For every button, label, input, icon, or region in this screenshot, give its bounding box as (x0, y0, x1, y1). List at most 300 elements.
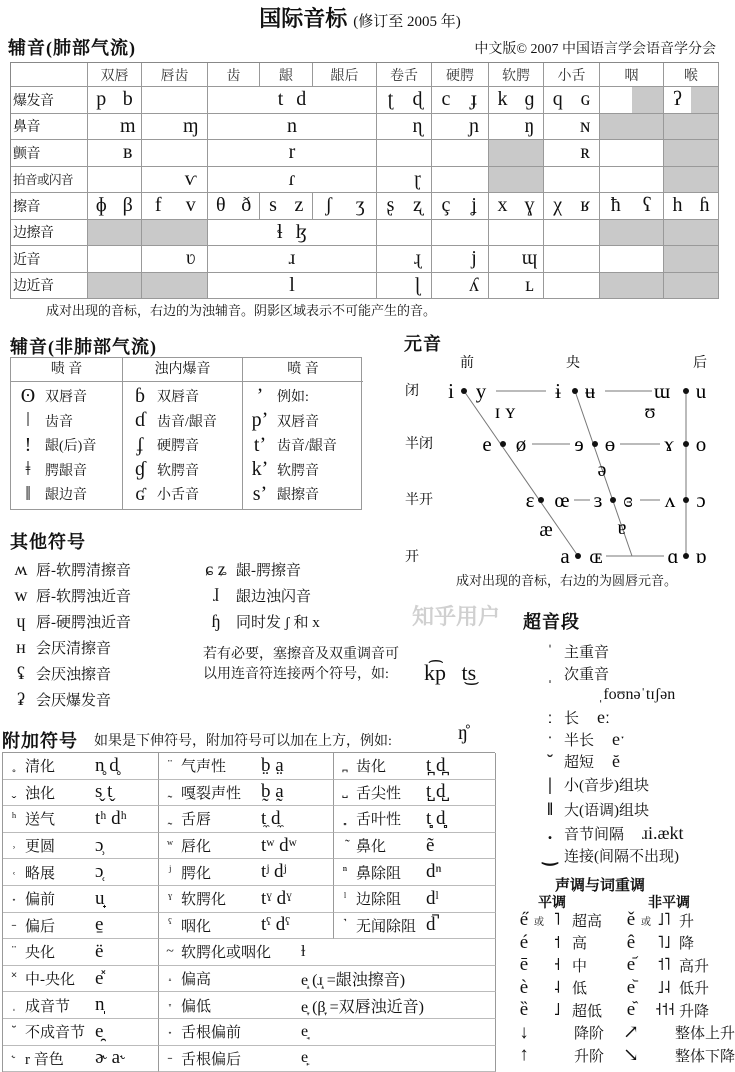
vowel-dot (610, 497, 616, 503)
diacritic-example: e̠ (95, 914, 104, 936)
voiceless-symbol: x (497, 194, 508, 217)
diacritic-mark: ˕ (167, 997, 173, 1013)
diacritic-cell (3, 939, 159, 966)
diacritic-mark: ˠ (167, 890, 173, 906)
label: 小舌音 (157, 488, 199, 504)
diacritic-mark: ˟ (11, 970, 17, 986)
level-tones-list (514, 909, 604, 1067)
diacritic-cell (159, 1046, 496, 1072)
tone-row (621, 977, 735, 1000)
suprasegmentals-list (536, 640, 684, 866)
tone-example: é (519, 931, 529, 953)
vowel-caption: 成对出现的音标，右边的为圆唇元音。 (456, 573, 678, 588)
diacritic-example: t̼ d̼ (261, 807, 281, 829)
tone-example: ě (626, 909, 636, 931)
diacritic-mark: ˗ (11, 917, 17, 933)
diacritics-note: 如果是下伸符号，附加符号可以加在上方，例如: (94, 734, 392, 749)
diacritic-mark: ˷ (167, 784, 173, 800)
voiced-symbol: ʀ (580, 141, 591, 164)
diacritic-cell (3, 753, 159, 780)
symbol: kʼ (251, 458, 269, 481)
voiced-symbol: ɦ (699, 194, 710, 217)
symbol: ʍ (14, 558, 28, 579)
label: 大(语调)组块 (564, 803, 649, 819)
symbol: ɥ (16, 610, 26, 631)
tone-label: 整体上升 (675, 1026, 735, 1043)
suprasegmental-row (536, 750, 684, 772)
diacritic-cell (159, 806, 334, 833)
diacritic-cell (3, 966, 159, 993)
title-text: 国际音标 (259, 6, 348, 31)
vowel-symbol: ɐ (617, 517, 627, 539)
suprasegmental-row (536, 728, 684, 750)
voiced-symbol: ɳ (412, 114, 423, 137)
diacritic-label: 央化 (25, 945, 56, 962)
symbol: ʢ (17, 662, 25, 683)
vowel-chart-line (464, 391, 578, 556)
diacritic-label: 不成音节 (25, 1025, 86, 1042)
diacritic-example: tʰ dʰ (95, 807, 127, 829)
voiceless-symbol: ʃ (325, 194, 333, 217)
voiced-symbol: β (122, 194, 133, 217)
diacritic-example: dⁿ (426, 861, 442, 883)
voiced-symbol: ʐ (413, 194, 422, 217)
diacritic-cell (334, 913, 496, 940)
column-header: 啧 音 (11, 358, 122, 382)
tone-example: e᷄ (626, 954, 636, 976)
voiceless-symbol: f (154, 194, 162, 217)
symbol: ‖ (547, 799, 553, 819)
tone-letter: ˧˦˧ (655, 1000, 675, 1020)
rounded-vowel: o (695, 432, 707, 456)
diacritic-example: u̟ (95, 887, 105, 909)
watermark: 知乎用户 (412, 604, 501, 629)
diacritic-cell (159, 886, 334, 913)
tone-letter: ˩˥ (657, 910, 671, 930)
diacritic-example: ɔ̹ (95, 834, 104, 856)
rounded-vowel: ɔ (696, 488, 706, 512)
voiced-symbol: ʕ (642, 194, 652, 217)
tone-label: 升降 (679, 1003, 710, 1020)
credit: 中文版© 2007 中国语言学会语音学分会 (474, 42, 716, 57)
vowel-dot (683, 553, 689, 559)
tone-label: 超低 (572, 1003, 603, 1020)
voiced-symbol: z (294, 194, 304, 217)
tone-row (514, 909, 604, 932)
diacritic-label: 边除阻 (356, 892, 402, 909)
rounded-vowel: u (695, 379, 707, 403)
or-text: 或 (641, 916, 651, 928)
tone-example: ↗ (623, 1022, 639, 1044)
diacritic-label: 软腭化或咽化 (181, 945, 272, 962)
vowel-dot (683, 388, 689, 394)
tone-label: 降 (679, 936, 695, 953)
diacritic-cell (159, 966, 496, 993)
tone-example: è (519, 976, 529, 998)
tone-letter: ˧ (553, 955, 561, 975)
example: ɹi.ækt (642, 822, 684, 843)
tone-row (621, 909, 735, 932)
voiced-symbol: ʁ (580, 194, 591, 217)
voiceless-symbol: χ (553, 194, 563, 217)
diacritic-cell (334, 753, 496, 780)
diacritic-mark: ~ (166, 943, 174, 959)
rounded-vowel: œ (554, 488, 570, 512)
column-header: 龈 (260, 63, 313, 87)
merged-cell: ɹ (208, 246, 377, 273)
diacritic-example: tʲ dʲ (261, 861, 287, 883)
label: 连接(间隔不出现) (564, 848, 679, 865)
diacritics-heading: 附加符号 (2, 731, 78, 751)
contour-tones-heading: 非平调 (648, 896, 690, 911)
tone-row (621, 932, 735, 955)
diacritic-example: e̙ (301, 1049, 309, 1067)
height-label: 开 (405, 550, 419, 565)
row-label: 爆发音 (11, 87, 88, 114)
unrounded-vowel: e (482, 432, 492, 456)
voiced-symbol: ɽ (414, 167, 421, 190)
tone-label: 高 (572, 936, 588, 953)
suprasegmental-row (536, 706, 684, 728)
backness-label: 前 (460, 356, 474, 371)
diacritic-example: tˤ dˤ (261, 914, 290, 936)
diacritic-mark: ˔ (167, 970, 173, 986)
label: 唇-软腭浊近音 (36, 588, 131, 605)
column-header: 喷 音 (243, 358, 363, 382)
column-header: 双唇 (88, 63, 142, 87)
diacritic-label: 软腭化 (181, 892, 227, 909)
symbol: ǃ (24, 433, 32, 456)
unrounded-vowel: ɘ (574, 432, 584, 456)
voiced-symbol: b (122, 88, 133, 111)
tones-heading: 声调与词重调 (555, 878, 646, 894)
voiceless-symbol: c (441, 88, 451, 111)
merged-cell: ɾ (208, 167, 377, 194)
diacritic-mark: ˤ (168, 917, 172, 933)
diacritic-cell (334, 886, 496, 913)
label: 唇-硬腭浊近音 (36, 614, 131, 631)
label: 超短 (564, 754, 595, 771)
level-tones-heading: 平调 (538, 896, 566, 911)
diacritic-example: b̤ a̤ (261, 754, 284, 776)
column-header: 浊内爆音 (123, 358, 242, 382)
voiceless-symbol: ħ (610, 194, 621, 217)
diacritic-label: 咽化 (181, 918, 212, 935)
symbol: pʼ (251, 409, 269, 432)
diacritic-label: 浊化 (25, 785, 56, 802)
tie-note-line2: 以用连音符连接两个符号，如: (203, 667, 389, 682)
diacritic-example: e̽ (95, 967, 104, 989)
diacritic-mark: ⁿ (342, 864, 348, 880)
rounded-vowel: ɶ (589, 544, 603, 568)
diacritics-table (2, 752, 495, 1072)
diacritic-cell (3, 806, 159, 833)
rounded-vowel: y (475, 379, 487, 403)
symbol: ǁ (25, 482, 31, 505)
label: 软腭音 (277, 463, 319, 479)
diacritic-label: 偏高 (181, 972, 212, 989)
unrounded-vowel: i (448, 379, 454, 403)
tone-label: 升阶 (574, 1048, 605, 1065)
nonpulmonic-heading: 辅音(非肺部气流) (10, 337, 157, 357)
label: 腭龈音 (45, 463, 87, 479)
diacritic-cell (159, 859, 334, 886)
vowel-dot (592, 441, 598, 447)
diacritic-label: 成音节 (25, 998, 71, 1015)
column-header: 卷舌 (377, 63, 432, 87)
symbol: ɧ (211, 610, 221, 631)
label: 硬腭音 (157, 439, 199, 455)
row-label: 擦音 (11, 193, 88, 220)
voiced-symbol: ŋ (524, 114, 535, 137)
column-header: 喉 (664, 63, 719, 87)
diacritic-example: n̥ d̥ (95, 754, 119, 776)
symbol: ɺ (213, 584, 219, 605)
unrounded-vowel: ɯ (653, 379, 671, 403)
vowel-dot (683, 497, 689, 503)
diacritic-cell (3, 780, 159, 807)
tie-example-ts: t͜s (461, 660, 477, 685)
voiced-symbol: ʙ (123, 141, 133, 164)
diacritic-example: ɚ a˞ (95, 1047, 127, 1069)
symbol: ɕ ʑ (205, 558, 227, 579)
diacritic-label: 鼻除阻 (356, 865, 402, 882)
example: eː (597, 706, 611, 727)
tone-label: 高升 (679, 958, 710, 975)
diacritic-example: ɔ̜ (95, 861, 104, 883)
voiced-symbol: m (119, 114, 136, 137)
diacritic-example: tʷ dʷ (261, 834, 297, 856)
diacritic-label: 偏低 (181, 998, 212, 1015)
other-symbols-heading: 其他符号 (10, 532, 86, 552)
suprasegmental-row (536, 797, 684, 822)
voiced-symbol: ɣ (524, 194, 535, 217)
tone-label: 整体下降 (675, 1048, 735, 1065)
example: ĕ (612, 750, 621, 771)
tone-example: ê (626, 931, 636, 953)
diacritic-example: ë (95, 940, 104, 962)
diacritic-mark: ¨ (167, 757, 173, 773)
merged-cell: ɬ ɮ (208, 220, 377, 247)
row-label: 鼻音 (11, 114, 88, 141)
diacritic-mark: ˗ (167, 1050, 173, 1066)
diacritic-mark: ˞ (11, 1050, 17, 1066)
rounded-vowel: ʉ (584, 379, 596, 403)
diacritic-mark: ˓ (11, 864, 17, 880)
label: 龈擦音 (277, 488, 319, 504)
label: 软腭音 (157, 463, 199, 479)
voiceless-symbol: θ (215, 194, 226, 217)
label: 同时发 ʃ 和 x (236, 614, 320, 631)
label: 次重音 (564, 666, 610, 683)
diacritic-mark: ˖ (167, 1023, 173, 1039)
diacritic-cell (334, 859, 496, 886)
symbol: ʘ (20, 384, 36, 407)
diacritic-cell (3, 1046, 159, 1072)
column-header: 小舌 (544, 63, 600, 87)
voiceless-symbol: ç (441, 194, 451, 217)
voiced-symbol: ɴ (580, 114, 591, 137)
diacritic-cell (3, 1019, 159, 1046)
voiced-symbol: ʝ (471, 194, 477, 217)
merged-cell: n (208, 114, 377, 141)
tone-example: e̋ (519, 909, 529, 931)
label: 双唇音 (157, 390, 199, 406)
diacritic-mark (334, 811, 356, 827)
label: 龈边浊闪音 (236, 588, 312, 605)
symbol: ː (547, 706, 553, 727)
diacritic-cell (159, 1019, 496, 1046)
voiceless-symbol: ʂ (386, 194, 395, 217)
diacritic-example: dˡ (426, 887, 439, 909)
unrounded-vowel: ɨ (555, 379, 561, 403)
diacritic-mark: ¨ (11, 943, 17, 959)
diacritic-cell (159, 780, 334, 807)
column-header: 齿 (208, 63, 260, 87)
diacritic-mark: ˡ (343, 890, 347, 906)
label: 齿音/龈音 (157, 414, 217, 430)
voiceless-symbol: ʔ (673, 88, 682, 111)
voiced-symbol: ɢ (580, 88, 590, 111)
symbol: ɠ (135, 458, 145, 481)
diacritic-example: e̯ (95, 1020, 104, 1042)
label: 长 (564, 710, 580, 727)
symbol: ˌ (547, 662, 553, 683)
diacritic-label: 送气 (25, 812, 56, 829)
tone-letter: ˦ (553, 932, 561, 952)
diacritic-mark: ˳ (11, 757, 17, 773)
diacritic-label: r 音色 (25, 1051, 64, 1068)
vowel-dot (683, 441, 689, 447)
symbol: ˑ (547, 728, 553, 749)
vowel-symbol: ʊ (644, 401, 656, 423)
diacritic-label: 舌根偏后 (181, 1051, 242, 1068)
diacritic-cell (159, 833, 334, 860)
diacritic-example: t̺ d̺ (426, 781, 446, 803)
diacritic-cell (3, 859, 159, 886)
diacritic-label: 气声性 (181, 759, 227, 776)
tone-example: ȅ (519, 999, 529, 1021)
column-header: 咽 (600, 63, 664, 87)
label: 音节间隔 (564, 826, 625, 843)
tone-row (514, 977, 604, 1000)
voiced-symbol: ʎ (469, 273, 479, 296)
voiced-symbol: ɟ (470, 88, 478, 111)
voiced-symbol: ɰ (521, 247, 538, 270)
diacritic-cell (159, 992, 496, 1019)
diacritic-label: 更圆 (25, 839, 56, 856)
tone-example: ↑ (519, 1044, 529, 1066)
diacritic-cell (3, 886, 159, 913)
label: 半长 (564, 732, 595, 749)
tie-example-kp: k͡p (424, 660, 446, 685)
diacritic-label: 舌根偏前 (181, 1025, 242, 1042)
diacritic-label: 齿化 (356, 759, 387, 776)
symbol: ʜ (16, 636, 26, 657)
diacritic-example: ẽ (426, 834, 435, 856)
label: 龈边音 (45, 488, 87, 504)
symbol: ʄ (136, 433, 144, 456)
diacritic-label: 舌唇 (181, 812, 212, 829)
symbol: ˘ (547, 750, 553, 771)
or-text: 或 (534, 916, 544, 928)
diacritic-example: e̞ (β̞ =双唇浊近音) (301, 998, 424, 1016)
merged-cell: l (208, 273, 377, 300)
voiceless-symbol: ɸ (95, 194, 107, 217)
diacritic-example: b̰ a̰ (261, 781, 284, 803)
symbol: sʼ (252, 482, 268, 505)
tone-example: e᷅ (626, 976, 636, 998)
diacritic-example: t̻ d̻ (426, 807, 446, 829)
backness-label: 央 (566, 356, 580, 371)
tone-label: 超高 (572, 913, 603, 930)
column-header: 唇齿 (142, 63, 208, 87)
tone-label: 低 (572, 981, 588, 998)
unrounded-vowel: ɤ (664, 432, 674, 456)
pulmonic-note: 成对出现的音标，右边的为浊辅音。阴影区域表示不可能产生的音。 (46, 303, 437, 318)
symbol: ‿ (542, 844, 558, 865)
tone-label: 中 (572, 958, 588, 975)
tone-row (514, 999, 604, 1022)
rounded-vowel: ø (515, 432, 527, 456)
diacritic-cell (334, 833, 496, 860)
symbol: w (14, 584, 28, 605)
symbol: ɗ (135, 409, 145, 432)
diacritic-mark: ˷ (167, 810, 173, 826)
diacritic-label: 偏前 (25, 892, 56, 909)
height-label: 闭 (405, 384, 419, 399)
contour-tones-list (621, 909, 735, 1067)
tone-letter: ˥ (553, 910, 561, 930)
merged-cell: t d (208, 87, 377, 114)
diacritic-example: t̪ d̪ (426, 754, 446, 776)
diacritic-cell (3, 833, 159, 860)
tone-letter: ˩˨ (657, 977, 671, 997)
diacritic-example: n̩ (95, 994, 105, 1016)
example: ˌfoʊnəˈtɪʃən (598, 686, 676, 703)
diacritic-label: 无闻除阻 (356, 918, 417, 935)
tone-example: ↓ (519, 1021, 529, 1043)
tone-row (621, 999, 735, 1022)
diacritic-cell (159, 913, 334, 940)
voiced-symbol: ɲ (469, 114, 479, 137)
vowel-symbol: ɪ ʏ (494, 401, 516, 423)
label: 唇-软腭清擦音 (36, 562, 131, 579)
symbol: ʛ (135, 482, 145, 505)
diacritic-cell (159, 939, 496, 966)
voiced-symbol: ʒ (355, 194, 365, 217)
row-label: 颤音 (11, 140, 88, 167)
tone-letter: ˦˥ (657, 955, 671, 975)
vowel-dot (575, 553, 581, 559)
tone-row (514, 1044, 604, 1067)
diacritic-mark: ʲ (168, 864, 172, 880)
vowel-dot (538, 497, 544, 503)
label: 龈(后)音 (45, 439, 97, 455)
suprasegmental-row (536, 684, 684, 706)
diacritic-label: 舌叶性 (356, 812, 402, 829)
rounded-vowel: ɒ (695, 544, 707, 568)
voiced-symbol: ɱ (182, 114, 199, 137)
vowel-symbol: æ (539, 519, 553, 541)
column-header: 硬腭 (432, 63, 489, 87)
symbol: | (548, 774, 552, 794)
vowel-symbol: ə (597, 459, 607, 481)
tone-row (621, 1044, 735, 1067)
diacritic-label: 嘎裂声性 (181, 785, 242, 802)
voiced-symbol: v (185, 194, 196, 217)
diacritic-label: 唇化 (181, 839, 212, 856)
